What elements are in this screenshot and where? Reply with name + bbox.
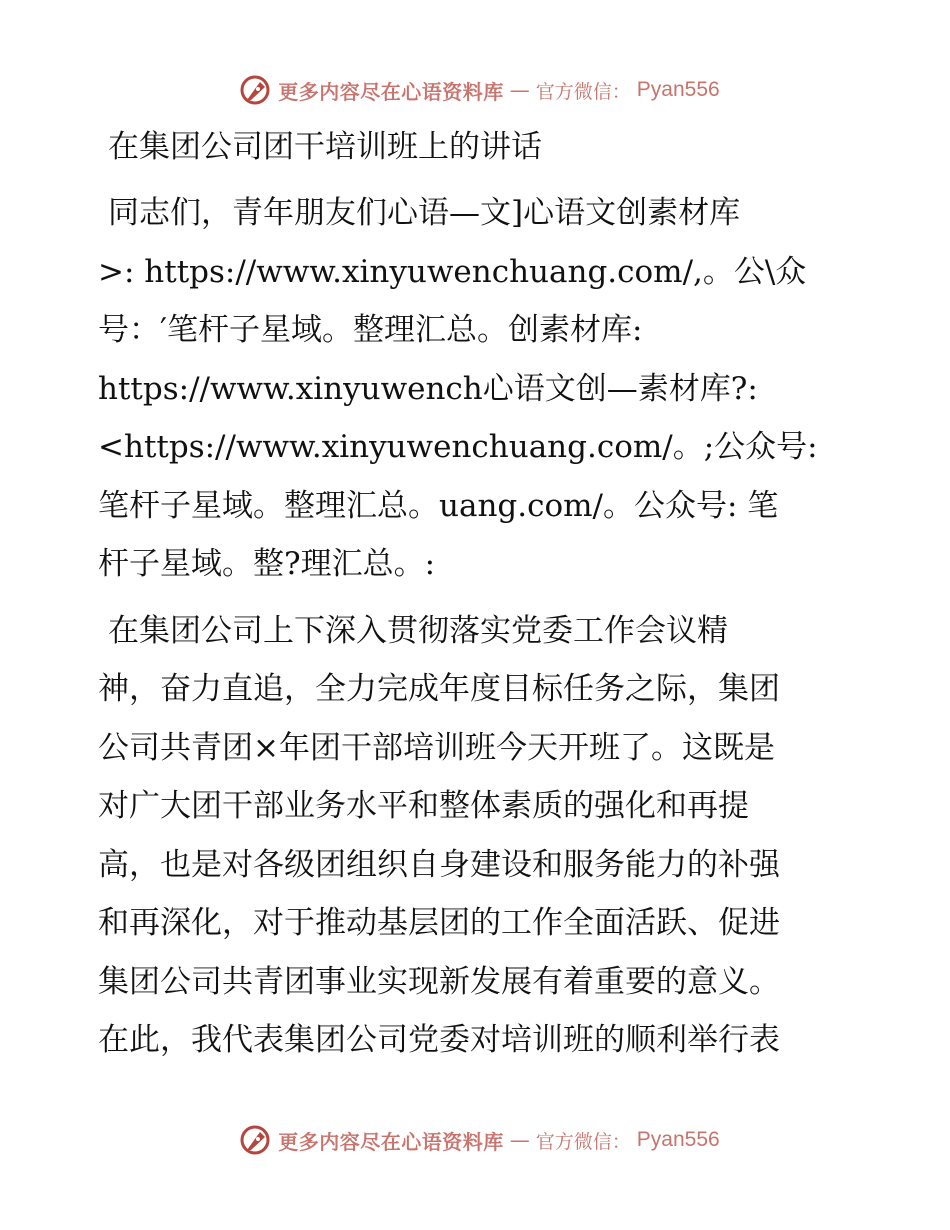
paragraph-main	[98, 602, 858, 1070]
text-line: 神，奋力直追，全力完成年度目标任务之际，集团	[98, 671, 780, 707]
text-line: 高，也是对各级团组织自身建设和服务能力的补强	[98, 846, 780, 883]
text-line: >: https://www.xinyuwenchuang.com/,。公\众	[98, 253, 807, 290]
wechat-label: 官方微信：	[535, 1130, 631, 1153]
text-line: 对广大团干部业务水平和整体素质的强化和再提	[98, 788, 749, 824]
brand-dash: —	[509, 1128, 530, 1152]
text-line: <https://www.xinyuwenchuang.com/。;公众号:	[98, 429, 818, 465]
text-line: 公司共青团×年团干部培训班今天开班了。这既是	[98, 729, 775, 766]
text-line: 杆子星域。整?理汇总。:	[98, 546, 436, 582]
text-line: 在集团公司上下深入贯彻落实党委工作会议精	[108, 612, 728, 649]
text-line: https://www.xinyuwench心语文创—素材库?:	[98, 370, 758, 407]
paragraph-greeting	[98, 184, 858, 594]
text-line: 和再深化，对于推动基层团的工作全面活跃、促进	[98, 905, 780, 941]
pen-nib-logo-icon	[238, 1123, 272, 1157]
text-line: 笔杆子星域。整理汇总。uang.com/。公众号: 笔	[98, 487, 779, 524]
header-watermark	[0, 70, 950, 110]
document-body	[98, 118, 858, 1070]
text-line: 同志们，青年朋友们心语—文]心语文创素材库	[108, 195, 741, 231]
text-line: 集团公司共青团事业实现新发展有着重要的意义。	[98, 963, 780, 1000]
text-line: 号：′笔杆子星域。整理汇总。创素材库:	[98, 312, 643, 348]
wechat-id: Pyan556	[636, 78, 720, 101]
brand-dash: —	[509, 78, 530, 102]
text-line: 在此，我代表集团公司党委对培训班的顺利举行表	[98, 1022, 780, 1058]
wechat-id: Pyan556	[636, 1128, 720, 1151]
pen-nib-logo-icon	[238, 73, 272, 107]
brand-text: 更多内容尽在心语资料库	[278, 79, 504, 104]
brand-text: 更多内容尽在心语资料库	[278, 1129, 504, 1154]
footer-watermark	[0, 1120, 950, 1160]
wechat-label: 官方微信：	[535, 80, 631, 103]
document-title: 在集团公司团干培训班上的讲话	[108, 129, 542, 165]
